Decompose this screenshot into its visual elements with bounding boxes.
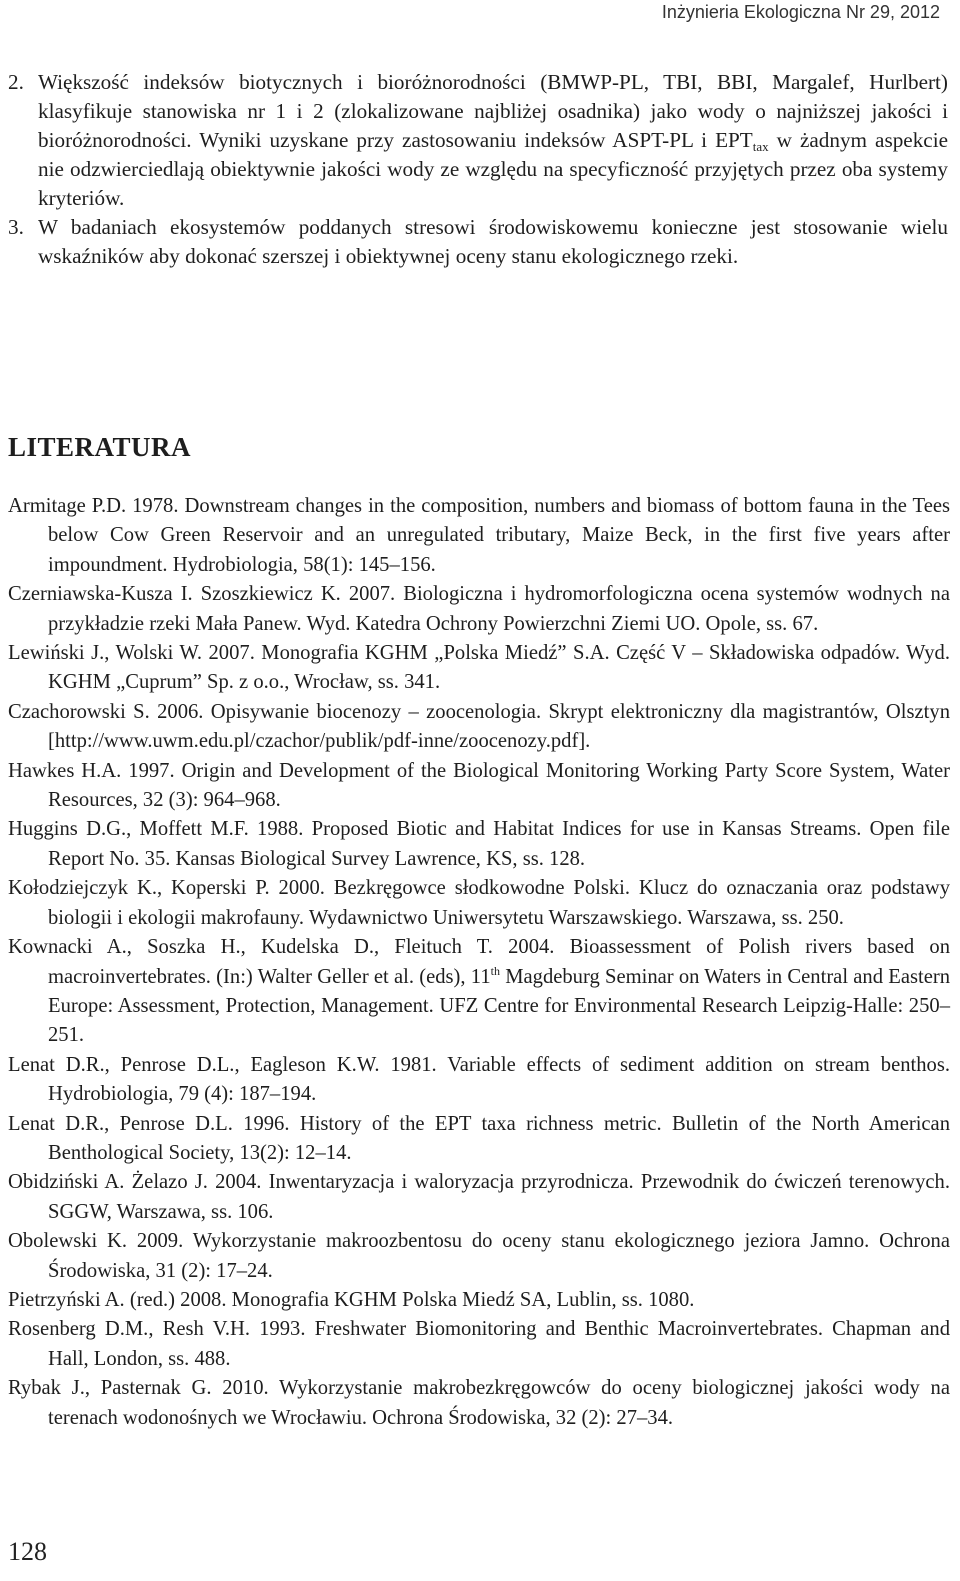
conclusion-item xyxy=(8,68,948,213)
page-number: 128 xyxy=(8,1537,47,1566)
reference-item: Czachorowski S. 2006. Opisywanie biocenozy – zoocenologia. Skrypt elektroniczny dla magistrantów, Olsztyn [http://www.uwm.edu.pl/czachor/publik/pdf-inne/zoocenozy.pdf]. xyxy=(8,700,950,753)
reference-item: Obolewski K. 2009. Wykorzystanie makroozbentosu do oceny stanu ekologicznego jeziora Jamno. Ochrona Środowiska, 31 (2): 17–24. xyxy=(8,1230,950,1282)
references-list xyxy=(8,492,950,1433)
conclusion-number: 2. xyxy=(8,70,24,94)
reference-item: Lenat D.R., Penrose D.L., Eagleson K.W. 1981. Variable effects of sediment addition on stream benthos. Hydrobiologia, 79 (4): 187–194. xyxy=(8,1053,950,1106)
reference-item: Lenat D.R., Penrose D.L. 1996. History of the EPT taxa richness metric. Bulletin of the North American Benthological Society, 13(2): 12–14. xyxy=(8,1112,950,1164)
reference-item: Czerniawska-Kusza I. Szoszkiewicz K. 2007. Biologiczna i hydromorfologiczna ocena systemów wodnych na przykładzie rzeki Mała Panew. Wyd. Katedra Ochrony Powierzchni Ziemi UO. Opole, ss. 67. xyxy=(8,583,950,635)
subscript-tax: tax xyxy=(752,139,769,154)
reference-text-continued: Magdeburg Seminar on Waters in Central and Eastern Europe: Assessment, Protection, Management. UFZ Centre for Environmental Research Leipzig-Halle: 250–251. xyxy=(48,965,950,1047)
running-header: Inżynieria Ekologiczna Nr 29, 2012 xyxy=(661,2,940,22)
conclusion-text: W badaniach ekosystemów poddanych stresowi środowiskowemu konieczne jest stosowanie wielu wskaźników aby dokonać szerszej i obiektywnej oceny stanu ekologicznego rzeki. xyxy=(38,215,948,268)
reference-item: Armitage P.D. 1978. Downstream changes in the composition, numbers and biomass of bottom fauna in the Tees below Cow Green Reservoir and an unregulated tributary, Maize Beck, in the first five years after impoundment. Hydrobiologia, 58(1): 145–156. xyxy=(8,495,950,576)
reference-item: Obidziński A. Żelazo J. 2004. Inwentaryzacja i waloryzacja przyrodnicza. Przewodnik do ćwiczeń terenowych. SGGW, Warszawa, ss. 106. xyxy=(8,1171,950,1223)
reference-item: Kołodziejczyk K., Koperski P. 2000. Bezkręgowce słodkowodne Polski. Klucz do oznaczania oraz podstawy biologii i ekologii makrofauny. Wydawnictwo Uniwersytetu Warszawskiego. Warszawa, ss. 250. xyxy=(8,877,950,929)
reference-item: Rybak J., Pasternak G. 2010. Wykorzystanie makrobezkręgowców do oceny biologicznej jakości wody na terenach wodonośnych we Wrocławiu. Ochrona Środowiska, 32 (2): 27–34. xyxy=(8,1377,950,1429)
conclusion-text: Większość indeksów biotycznych i bioróżnorodności (BMWP-PL, TBI, BBI, Margalef, Hurlbert) klasyfikuje stanowiska nr 1 i 2 (zlokalizowane najbliżej osadnika) jako wody o najniższej jakości i bioróżnorodności. Wyniki uzyskane przy zastosowaniu indeksów ASPT-PL i EPT xyxy=(38,70,948,152)
reference-item: Lewiński J., Wolski W. 2007. Monografia KGHM „Polska Miedź” S.A. Część V – Składowiska odpadów. Wyd. KGHM „Cuprum” Sp. z o.o., Wrocław, ss. 341. xyxy=(8,642,950,694)
conclusion-item xyxy=(8,213,948,271)
conclusion-number: 3. xyxy=(8,215,24,239)
conclusion-text-continued: w żadnym aspekcie nie odzwierciedlają obiektywnie jakości wody ze względu na specyficzność przyjętych przez oba systemy kryteriów. xyxy=(38,128,948,210)
reference-item: Pietrzyński A. (red.) 2008. Monografia KGHM Polska Miedź SA, Lublin, ss. 1080. xyxy=(8,1288,695,1311)
reference-item: Hawkes H.A. 1997. Origin and Development of the Biological Monitoring Working Party Score System, Water Resources, 32 (3): 964–968. xyxy=(8,759,950,812)
reference-item xyxy=(8,933,950,1051)
reference-item: Rosenberg D.M., Resh V.H. 1993. Freshwater Biomonitoring and Benthic Macroinvertebrates. Chapman and Hall, London, ss. 488. xyxy=(8,1318,950,1370)
literature-heading: LITERATURA xyxy=(8,432,192,462)
reference-text: Kownacki A., Soszka H., Kudelska D., Fleituch T. 2004. Bioassessment of Polish rivers based on macroinvertebrates. (In:) Walter Geller et al. (eds), 11 xyxy=(8,936,950,988)
reference-item: Huggins D.G., Moffett M.F. 1988. Proposed Biotic and Habitat Indices for use in Kansas Streams. Open file Report No. 35. Kansas Biological Survey Lawrence, KS, ss. 128. xyxy=(8,818,950,870)
superscript-th: th xyxy=(490,963,500,978)
conclusions-list xyxy=(8,68,948,271)
